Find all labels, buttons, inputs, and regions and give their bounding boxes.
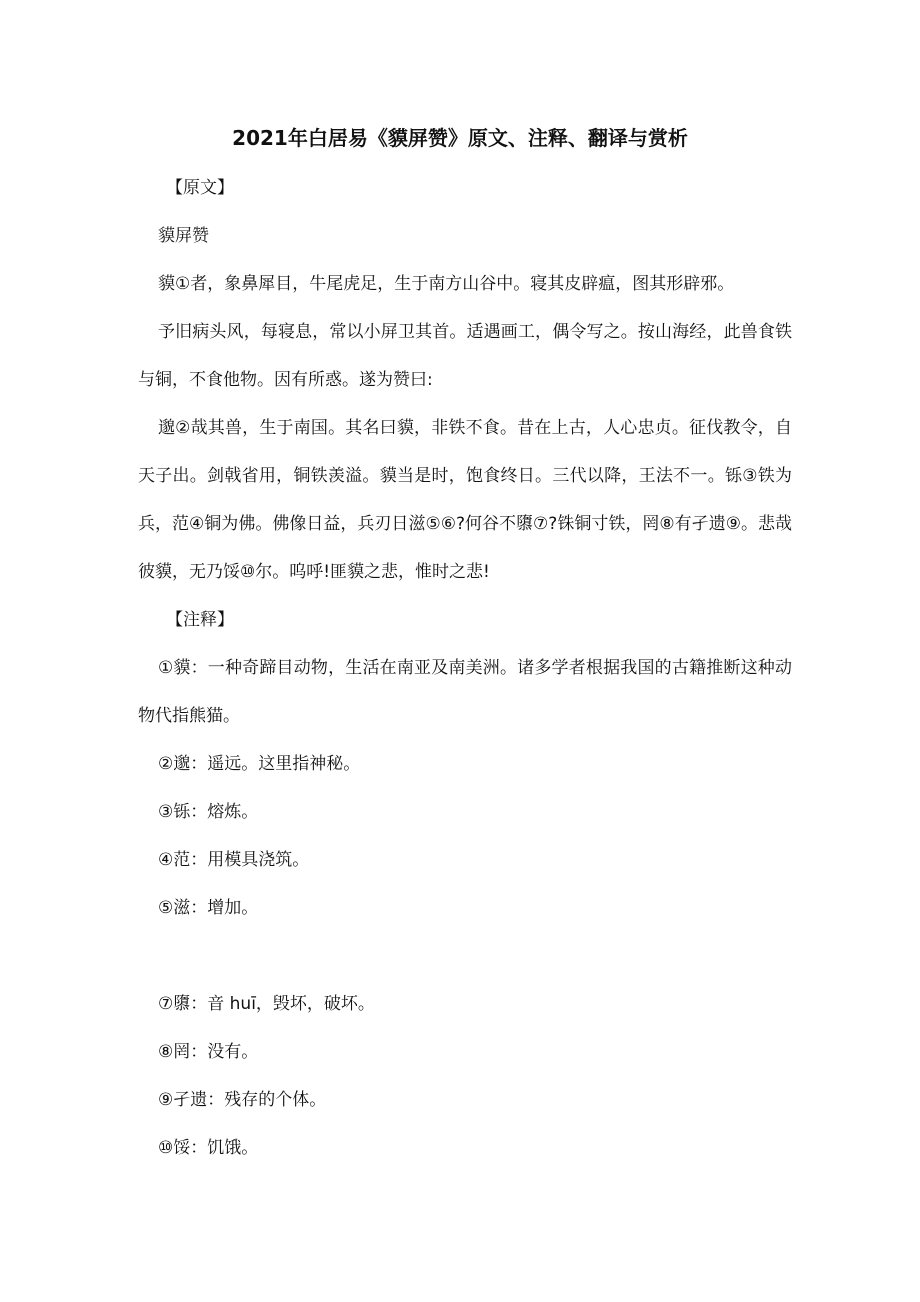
- document-body: [138, 164, 792, 1172]
- notes-heading: 【注释】: [166, 610, 234, 630]
- note-item: ①貘：一种奇蹄目动物，生活在南亚及南美洲。诸多学者根据我国的古籍推断这种动物代指熊猫。: [138, 658, 792, 726]
- blank-line: [138, 932, 792, 980]
- original-heading: 【原文】: [166, 178, 234, 198]
- note-item: ⑦隳：音 huī，毁坏，破坏。: [158, 994, 375, 1014]
- original-paragraph: 貘①者，象鼻犀目，牛尾虎足，生于南方山谷中。寝其皮辟瘟，图其形辟邪。: [158, 274, 735, 294]
- note-item: ⑩馁：饥饿。: [158, 1138, 259, 1158]
- original-paragraph: 邈②哉其兽，生于南国。其名曰貘，非铁不食。昔在上古，人心忠贞。征伐教令，自天子出。剑戟省用，铜铁羡溢。貘当是时，饱食终日。三代以降，王法不一。铄③铁为兵，范④铜为佛。佛像日益，兵刃日滋⑤⑥?何谷不隳⑦?铢铜寸铁，罔⑧有孑遗⑨。悲哉彼貘，无乃馁⑩尔。呜呼!匪貘之悲，惟时之悲!: [138, 418, 792, 582]
- document-title: 2021年白居易《貘屏赞》原文、注释、翻译与赏析: [232, 126, 688, 150]
- original-paragraph: 予旧病头风，每寝息，常以小屏卫其首。适遇画工，偶令写之。按山海经，此兽食铁与铜，不食他物。因有所惑。遂为赞曰:: [138, 322, 792, 390]
- note-item: ④范：用模具浇筑。: [158, 850, 310, 870]
- note-item: ⑤滋：增加。: [158, 898, 259, 918]
- note-item: ⑨孑遗：残存的个体。: [158, 1090, 327, 1110]
- note-item: ②邈：遥远。这里指神秘。: [158, 754, 361, 774]
- note-item: ③铄：熔炼。: [158, 802, 259, 822]
- poem-title: 貘屏赞: [158, 226, 209, 246]
- note-item: ⑧罔：没有。: [158, 1042, 259, 1062]
